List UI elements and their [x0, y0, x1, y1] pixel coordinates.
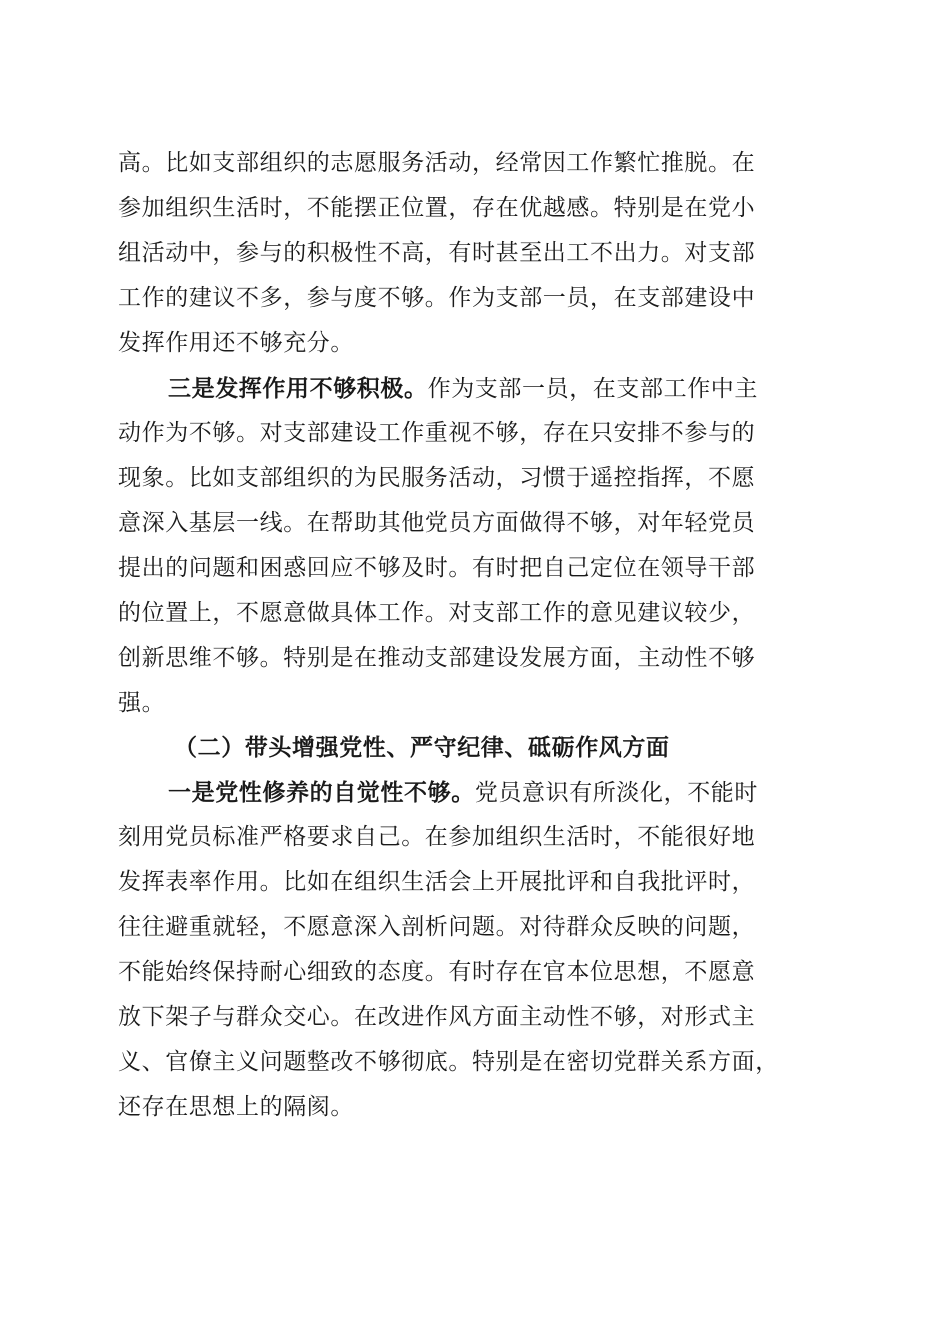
- paragraph-line: 参加组织生活时，不能摆正位置，存在优越感。特别是在党小: [118, 195, 756, 221]
- paragraph-line: 现象。比如支部组织的为民服务活动，习惯于遥控指挥，不愿: [118, 465, 756, 491]
- section-heading: （二）带头增强党性、严守纪律、砥砺作风方面: [174, 734, 670, 761]
- section-heading-block: [118, 725, 818, 770]
- paragraph-line: 提出的问题和困惑回应不够及时。有时把自己定位在领导干部: [118, 555, 756, 581]
- paragraph-first-line: [118, 770, 818, 815]
- paragraph-line: 动作为不够。对支部建设工作重视不够，存在只安排不参与的: [118, 420, 756, 446]
- paragraph-line: 高。比如支部组织的志愿服务活动，经常因工作繁忙推脱。在: [118, 150, 756, 176]
- paragraph-first-line: [118, 366, 818, 411]
- paragraph-first-line-text: 作为支部一员，在支部工作中主: [427, 376, 759, 402]
- paragraph-line: 工作的建议不多，参与度不够。作为支部一员，在支部建设中: [118, 285, 756, 311]
- paragraph-line: 不能始终保持耐心细致的态度。有时存在官本位思想，不愿意: [118, 959, 756, 985]
- paragraph-first-line-text: 党员意识有所淡化，不能时: [474, 780, 759, 806]
- paragraph-line: 往往避重就轻，不愿意深入剖析问题。对待群众反映的问题，: [118, 914, 756, 940]
- paragraph-line: 强。: [118, 690, 166, 716]
- paragraph-line: 放下架子与群众交心。在改进作风方面主动性不够，对形式主: [118, 1004, 756, 1030]
- paragraph-line: 的位置上，不愿意做具体工作。对支部工作的意见建议较少，: [118, 600, 756, 626]
- paragraph-line: 发挥表率作用。比如在组织生活会上开展批评和自我批评时，: [118, 869, 756, 895]
- paragraph-line: 还存在思想上的隔阂。: [118, 1094, 354, 1120]
- paragraph-line: 发挥作用还不够充分。: [118, 330, 354, 356]
- paragraph-line: 刻用党员标准严格要求自己。在参加组织生活时，不能很好地: [118, 824, 756, 850]
- paragraph-lead: 一是党性修养的自觉性不够。: [168, 779, 475, 806]
- paragraph-line: 意深入基层一线。在帮助其他党员方面做得不够，对年轻党员: [118, 510, 756, 536]
- paragraph-line: 组活动中，参与的积极性不高，有时甚至出工不出力。对支部: [118, 240, 756, 266]
- paragraph-lead: 三是发挥作用不够积极。: [168, 375, 428, 402]
- paragraph-line: 义、官僚主义问题整改不够彻底。特别是在密切党群关系方面，: [118, 1049, 779, 1075]
- paragraph-one-is: [118, 770, 818, 1130]
- paragraph-continuation: [118, 141, 818, 366]
- paragraph-line: 创新思维不够。特别是在推动支部建设发展方面，主动性不够: [118, 645, 756, 671]
- paragraph-three-is: [118, 366, 818, 726]
